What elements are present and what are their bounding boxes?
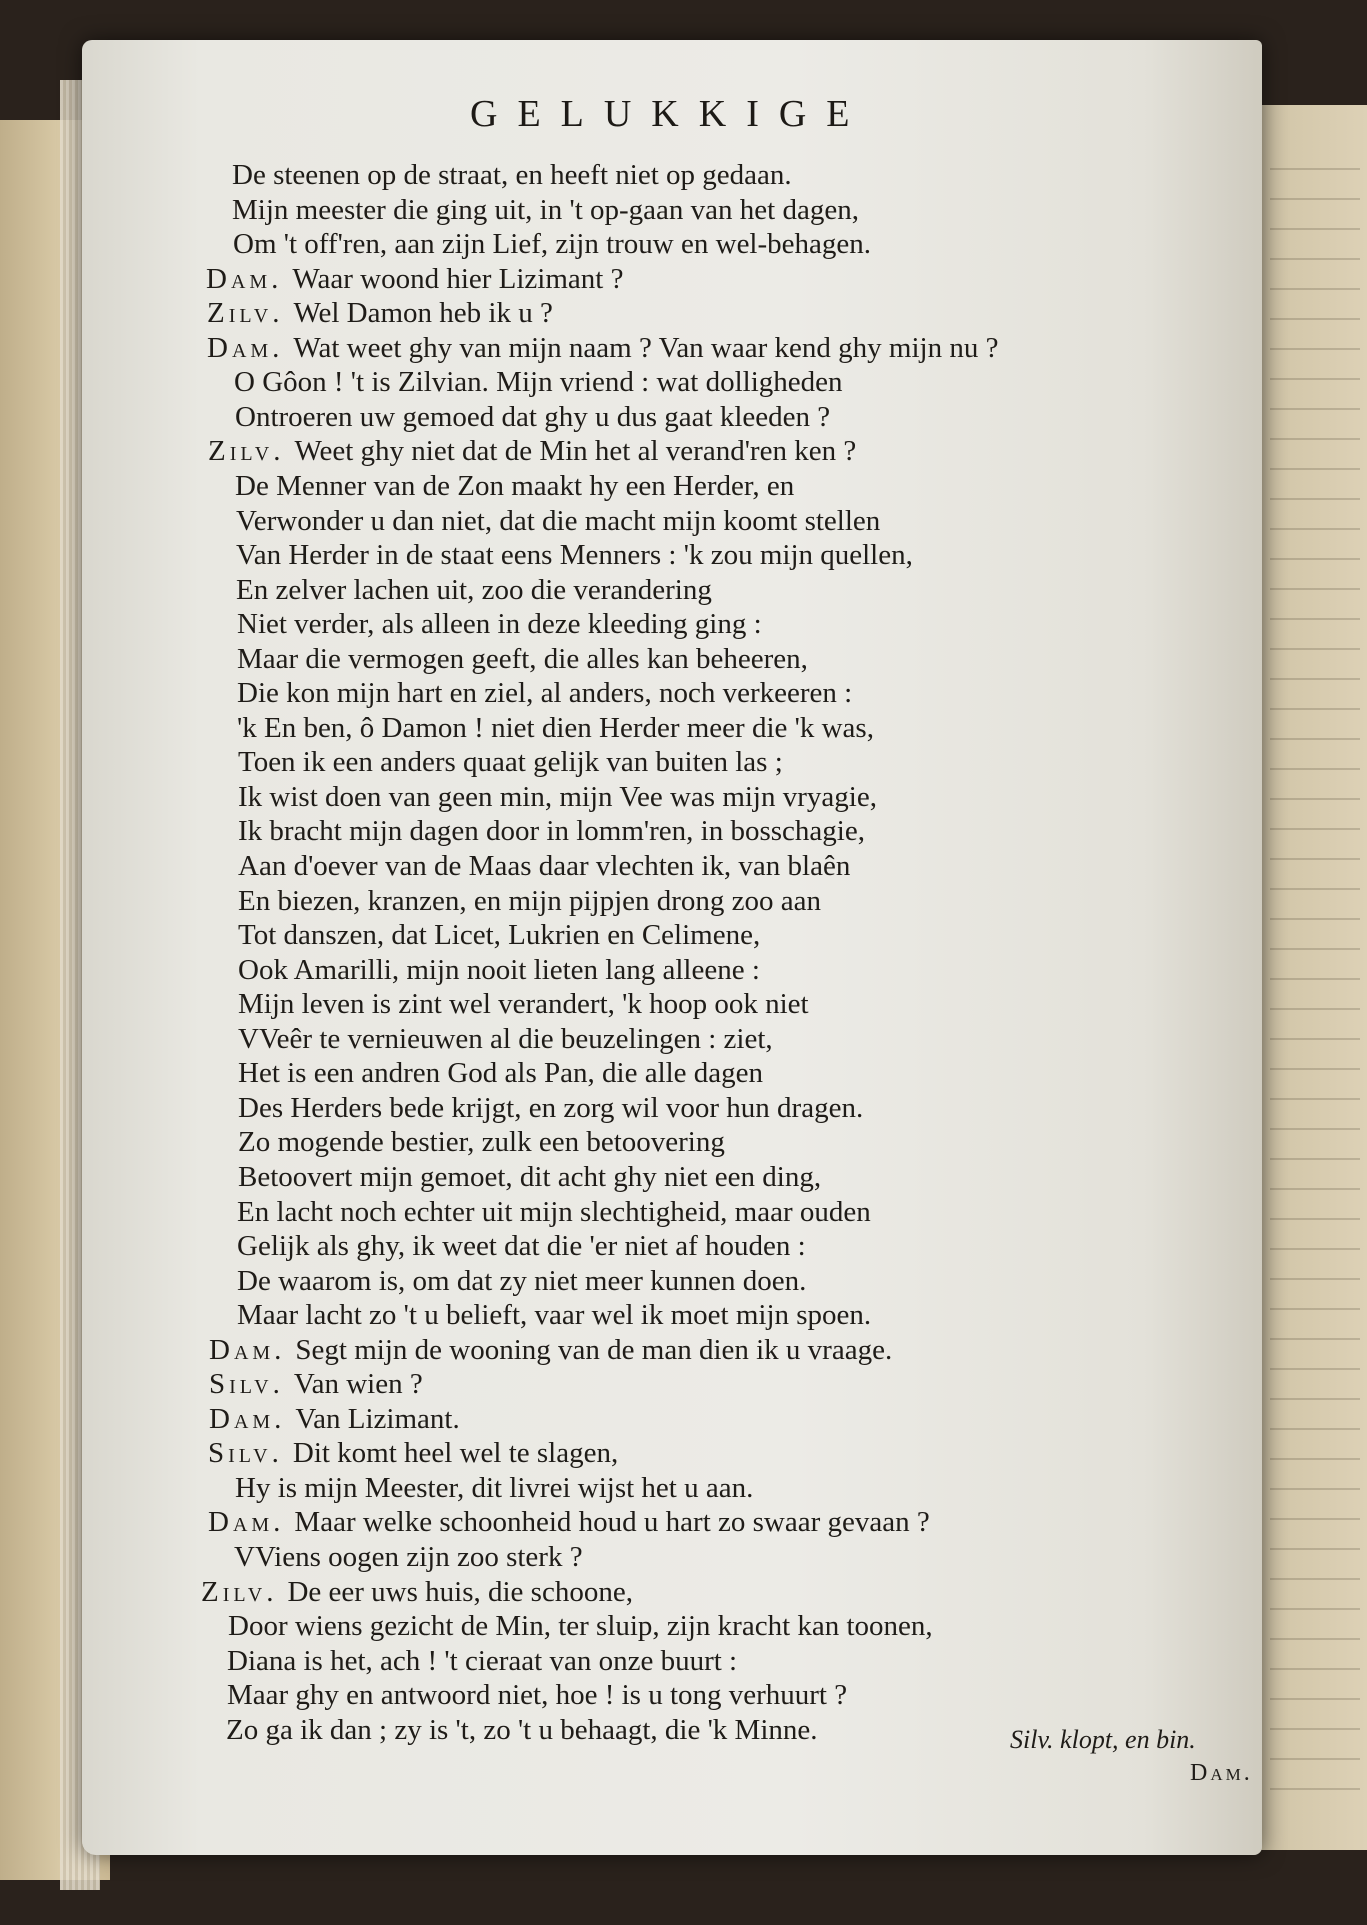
verse-text: Aan d'oever van de Maas daar vlechten ik, van blaên — [238, 850, 851, 882]
verse-text: Diana is het, ach ! 't cieraat van onze buurt : — [227, 1644, 738, 1677]
verse-line — [201, 1575, 633, 1609]
verse-text: Maar lacht zo 't u belieft, vaar wel ik moet mijn spoen. — [237, 1299, 872, 1332]
verse-text: Toen ik een anders quaat gelijk van buiten las ; — [238, 746, 783, 779]
verse-line — [238, 1091, 863, 1125]
verse-text: Maar ghy en antwoord niet, hoe ! is u tong verhuurt ? — [227, 1679, 848, 1712]
verse-line — [238, 1022, 773, 1056]
verse-text: O Gôon ! 't is Zilvian. Mijn vriend : wat dolligheden — [234, 366, 843, 399]
verse-text: Betoovert mijn gemoet, dit acht ghy niet een ding, — [238, 1160, 822, 1193]
verse-text: Hy is mijn Meester, dit livrei wijst het u aan. — [235, 1471, 754, 1504]
verse-line — [237, 1264, 806, 1298]
verse-line — [207, 296, 553, 330]
verse-line — [207, 331, 998, 365]
verse-text: Die kon mijn hart en ziel, al anders, noch verkeeren : — [237, 677, 853, 710]
verse-line — [236, 573, 712, 607]
speaker-label: Zilv. — [208, 435, 285, 468]
speaker-label: Zilv. — [207, 297, 284, 330]
right-page-ghost-text — [1270, 140, 1360, 1790]
verse-line — [208, 1505, 930, 1539]
verse-line — [232, 158, 792, 192]
verse-line — [237, 1229, 806, 1263]
verse-line — [237, 607, 762, 641]
verse-text: Weet ghy niet dat de Min het al verand'ren ken ? — [294, 435, 857, 468]
verse-line — [236, 504, 880, 538]
verse-text: Van wien ? — [293, 1368, 423, 1401]
verse-line — [233, 227, 871, 261]
verse-line — [235, 469, 794, 503]
verse-line — [237, 642, 808, 676]
speaker-label: Dam. — [207, 331, 284, 364]
verse-line — [238, 987, 809, 1021]
verse-line — [238, 814, 865, 848]
verse-line — [238, 918, 760, 952]
verse-text: Verwonder u dan niet, dat die macht mijn koomt stellen — [236, 504, 881, 537]
verse-text: Ik wist doen van geen min, mijn Vee was mijn vryagie, — [238, 780, 877, 813]
verse-text: Mijn leven is zint wel verandert, 'k hoop ook niet — [238, 988, 809, 1021]
verse-text: Van Herder in de staat eens Menners : 'k zou mijn quellen, — [236, 539, 913, 572]
verse-line — [209, 1402, 460, 1436]
verse-text: Mijn meester die ging uit, in 't op-gaan van het dagen, — [232, 193, 859, 226]
verse-line — [238, 849, 850, 883]
verse-text: Des Herders bede krijgt, en zorg wil voor hun dragen. — [238, 1091, 864, 1124]
verse-text: Van Lizimant. — [295, 1402, 460, 1435]
running-head: GELUKKIGE — [470, 93, 870, 135]
speaker-label: Dam. — [206, 262, 283, 295]
verse-text: Ik bracht mijn dagen door in lomm'ren, in bosschagie, — [238, 815, 865, 848]
verse-line — [208, 434, 856, 468]
verse-text: Om 't off'ren, aan zijn Lief, zijn trouw en wel-behagen. — [233, 228, 872, 261]
verse-line — [238, 953, 760, 987]
verse-text: Zo mogende bestier, zulk een betoovering — [238, 1126, 725, 1159]
verse-text: VViens oogen zijn zoo sterk ? — [234, 1541, 583, 1573]
verse-line — [227, 1678, 847, 1712]
catchword: Dam. — [1190, 1760, 1253, 1786]
verse-text: Waar woond hier Lizimant ? — [292, 262, 624, 295]
verse-text: De Menner van de Zon maakt hy een Herder, en — [235, 469, 795, 502]
verse-line — [206, 262, 623, 296]
speaker-label: Silv. — [208, 1437, 283, 1470]
verse-line — [226, 1713, 818, 1747]
verse-text: De waarom is, om dat zy niet meer kunnen doen. — [237, 1264, 807, 1297]
verse-text: De steenen op de straat, en heeft niet op gedaan. — [232, 159, 792, 191]
verse-line — [238, 1160, 821, 1194]
verse-line — [209, 1367, 423, 1401]
verse-text: En zelver lachen uit, zoo die verandering — [236, 573, 712, 606]
speaker-label: Zilv. — [201, 1575, 278, 1608]
verse-text: VVeêr te vernieuwen al die beuzelingen : ziet, — [238, 1022, 773, 1055]
stage-direction: Silv. klopt, en bin. — [1010, 1725, 1196, 1754]
verse-text: Niet verder, als alleen in deze kleeding ging : — [237, 608, 762, 641]
speaker-label: Dam. — [209, 1402, 286, 1435]
verse-text: De eer uws huis, die schoone, — [287, 1575, 633, 1608]
verse-line — [238, 1125, 725, 1159]
verse-text: 'k En ben, ô Damon ! niet dien Herder meer die 'k was, — [237, 711, 874, 744]
verse-line — [238, 884, 821, 918]
verse-line — [208, 1436, 618, 1470]
verse-text: Gelijk als ghy, ik weet dat die 'er niet af houden : — [237, 1230, 806, 1263]
verse-line — [237, 676, 852, 710]
verse-line — [235, 400, 830, 434]
verse-line — [237, 1298, 871, 1332]
verse-text: Tot danszen, dat Licet, Lukrien en Celimene, — [238, 919, 761, 952]
verse-text: Door wiens gezicht de Min, ter sluip, zijn kracht kan toonen, — [228, 1610, 933, 1643]
verse-line — [209, 1333, 892, 1367]
verse-text: En lacht noch echter uit mijn slechtigheid, maar ouden — [237, 1195, 871, 1228]
verse-line — [235, 1471, 753, 1505]
verse-text: Zo ga ik dan ; zy is 't, zo 't u behaagt, die 'k Minne. — [226, 1713, 818, 1746]
verse-line — [238, 1056, 763, 1090]
speaker-label: Dam. — [208, 1506, 285, 1539]
verse-line — [228, 1609, 933, 1643]
verse-line — [234, 1540, 583, 1574]
verse-line — [238, 780, 877, 814]
verse-line — [237, 711, 874, 745]
verse-text: Segt mijn de wooning van de man dien ik u vraage. — [295, 1333, 893, 1366]
speaker-label: Silv. — [209, 1368, 284, 1401]
verse-line — [234, 365, 843, 399]
verse-text: En biezen, kranzen, en mijn pijpjen drong zoo aan — [238, 884, 822, 917]
verse-text: Ontroeren uw gemoed dat ghy u dus gaat kleeden ? — [235, 400, 831, 433]
verse-text: Het is een andren God als Pan, die alle dagen — [238, 1057, 764, 1090]
speaker-label: Dam. — [209, 1333, 286, 1366]
verse-line — [236, 538, 913, 572]
verse-line — [237, 1195, 871, 1229]
verse-text: Wel Damon heb ik u ? — [293, 297, 553, 330]
verse-line — [232, 193, 859, 227]
verse-line — [227, 1644, 737, 1678]
verse-text: Dit komt heel wel te slagen, — [292, 1437, 619, 1470]
verse-text: Ook Amarilli, mijn nooit lieten lang alleene : — [238, 953, 760, 986]
verse-text: Maar welke schoonheid houd u hart zo swaar gevaan ? — [294, 1506, 930, 1539]
verse-text: Wat weet ghy van mijn naam ? Van waar kend ghy mijn nu ? — [293, 331, 999, 364]
verse-line — [238, 745, 783, 779]
verse-text: Maar die vermogen geeft, die alles kan beheeren, — [237, 642, 808, 675]
